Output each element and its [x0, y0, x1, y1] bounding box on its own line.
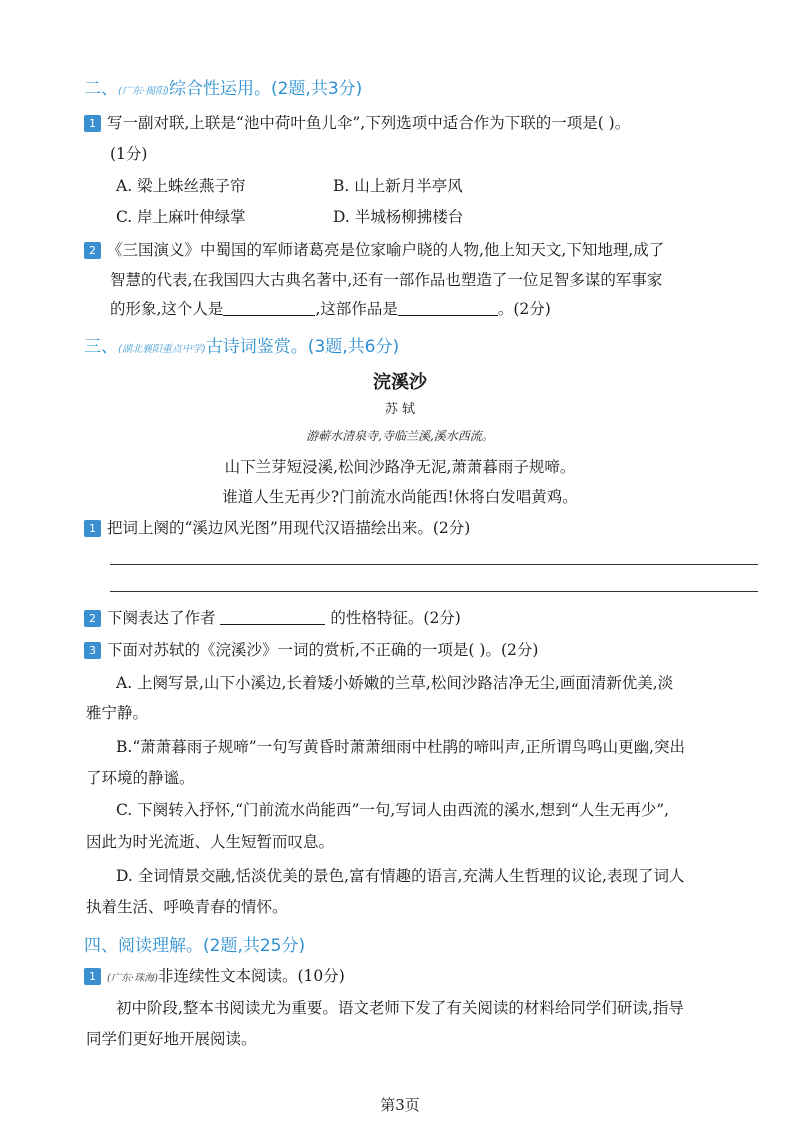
- q4-1-text: 非连续性文本阅读。(10分): [157, 967, 345, 985]
- q3-1-stem: [84, 518, 470, 538]
- q3-2-text-b: 的性格特征。(2分): [330, 609, 461, 627]
- q3-3-option-d-1: D. 全词情景交融,恬淡优美的景色,富有情趣的语言,充满人生哲理的议论,表现了词人: [116, 867, 685, 885]
- q2-1-stem: [84, 113, 630, 133]
- section-two-title: 综合性运用。(2题,共3分): [168, 79, 363, 99]
- section-two-region: (广东·揭阳): [118, 86, 169, 97]
- q4-1-para-2: 同学们更好地开展阅读。: [86, 1030, 257, 1048]
- q4-1-para-1: 初中阶段,整本书阅读尤为重要。语文老师下发了有关阅读的材料给同学们研读,指导: [116, 999, 684, 1017]
- q3-3-option-d-2: 执着生活、呼唤青春的情怀。: [86, 898, 288, 916]
- q2-2-line-3: [110, 299, 551, 319]
- poem-line-2: 谁道人生无再少?门前流水尚能西!休将白发唱黄鸡。: [222, 488, 578, 506]
- q3-3-option-c-2: 因此为时光流逝、人生短暂而叹息。: [86, 833, 335, 851]
- q3-1-text: 把词上阕的“溪边风光图”用现代汉语描绘出来。(2分): [107, 519, 471, 537]
- q3-3-stem: [84, 640, 538, 660]
- question-number-badge: 1: [84, 520, 101, 537]
- question-number-badge: 2: [84, 610, 101, 627]
- q3-3-option-c-1: C. 下阕转入抒怀,“门前流水尚能西”一句,写词人由西流的溪水,想到“人生无再少”,: [116, 801, 670, 819]
- answer-line-2[interactable]: [110, 591, 758, 592]
- q2-2-text-3a: 的形象,这个人是: [110, 300, 224, 318]
- section-three-heading: [84, 332, 399, 357]
- question-number-badge: 1: [84, 115, 101, 132]
- section-three-region: (湖北襄阳重点中学): [118, 344, 206, 355]
- q3-3-text: 下面对苏轼的《浣溪沙》一词的赏析,不正确的一项是( )。(2分): [107, 641, 539, 659]
- q3-3-option-b-2: 了环境的静谧。: [86, 769, 195, 787]
- answer-blank-work[interactable]: [398, 300, 498, 316]
- section-four-label: 四、: [84, 936, 118, 956]
- q2-2-text-3b: ,这部作品是: [315, 300, 398, 318]
- q2-1-score: (1分): [110, 145, 148, 163]
- poem-author: 苏 轼: [384, 402, 416, 417]
- q3-2-text-a: 下阕表达了作者: [107, 609, 216, 627]
- section-four-title: 阅读理解。(2题,共25分): [118, 936, 306, 956]
- section-two-heading: [84, 74, 362, 99]
- section-three-label: 三、: [84, 337, 118, 357]
- q3-3-option-a-2: 雅宁静。: [86, 704, 149, 722]
- question-number-badge: 2: [84, 242, 101, 259]
- q2-1-option-d: D. 半城杨柳拂楼台: [333, 208, 464, 226]
- poem-title: 浣溪沙: [373, 372, 427, 393]
- q4-1-region: (广东·珠海): [107, 973, 158, 984]
- q2-2-text-3c: 。(2分): [497, 300, 551, 318]
- question-number-badge: 3: [84, 642, 101, 659]
- q4-1-stem: [84, 966, 345, 989]
- poem-preface: 游蕲水清泉寺,寺临兰溪,溪水西流。: [306, 429, 494, 443]
- answer-blank-trait[interactable]: [220, 609, 325, 625]
- q3-2-stem: [84, 608, 461, 628]
- q2-1-text: 写一副对联,上联是“池中荷叶鱼儿伞”,下列选项中适合作为下联的一项是( )。: [107, 114, 631, 132]
- page-number: 第3页: [380, 1096, 420, 1114]
- section-three-title: 古诗词鉴赏。(3题,共6分): [205, 337, 400, 357]
- q3-3-option-a-1: A. 上阕写景,山下小溪边,长着矮小娇嫩的兰草,松间沙路洁净无尘,画面清新优美,淡: [116, 674, 674, 692]
- q3-3-option-b-1: B.“萧萧暮雨子规啼”一句写黄昏时萧萧细雨中杜鹃的啼叫声,正所谓鸟鸣山更幽,突出: [116, 738, 686, 756]
- q2-1-option-c: C. 岸上麻叶伸绿掌: [116, 208, 246, 226]
- section-four-heading: [84, 931, 305, 956]
- q2-2-line-1: [84, 240, 664, 260]
- q2-1-option-b: B. 山上新月半亭风: [333, 177, 463, 195]
- answer-line-1[interactable]: [110, 564, 758, 565]
- q2-2-text-1: 《三国演义》中蜀国的军师诸葛亮是位家喻户晓的人物,他上知天文,下知地理,成了: [107, 241, 665, 259]
- q2-1-option-a: A. 梁上蛛丝燕子帘: [116, 177, 246, 195]
- question-number-badge: 1: [84, 968, 101, 985]
- q2-2-line-2: 智慧的代表,在我国四大古典名著中,还有一部作品也塑造了一位足智多谋的军事家: [110, 271, 663, 289]
- poem-line-1: 山下兰芽短浸溪,松间沙路净无泥,萧萧暮雨子规啼。: [224, 458, 576, 476]
- section-two-label: 二、: [84, 79, 118, 99]
- answer-blank-person[interactable]: [223, 300, 315, 316]
